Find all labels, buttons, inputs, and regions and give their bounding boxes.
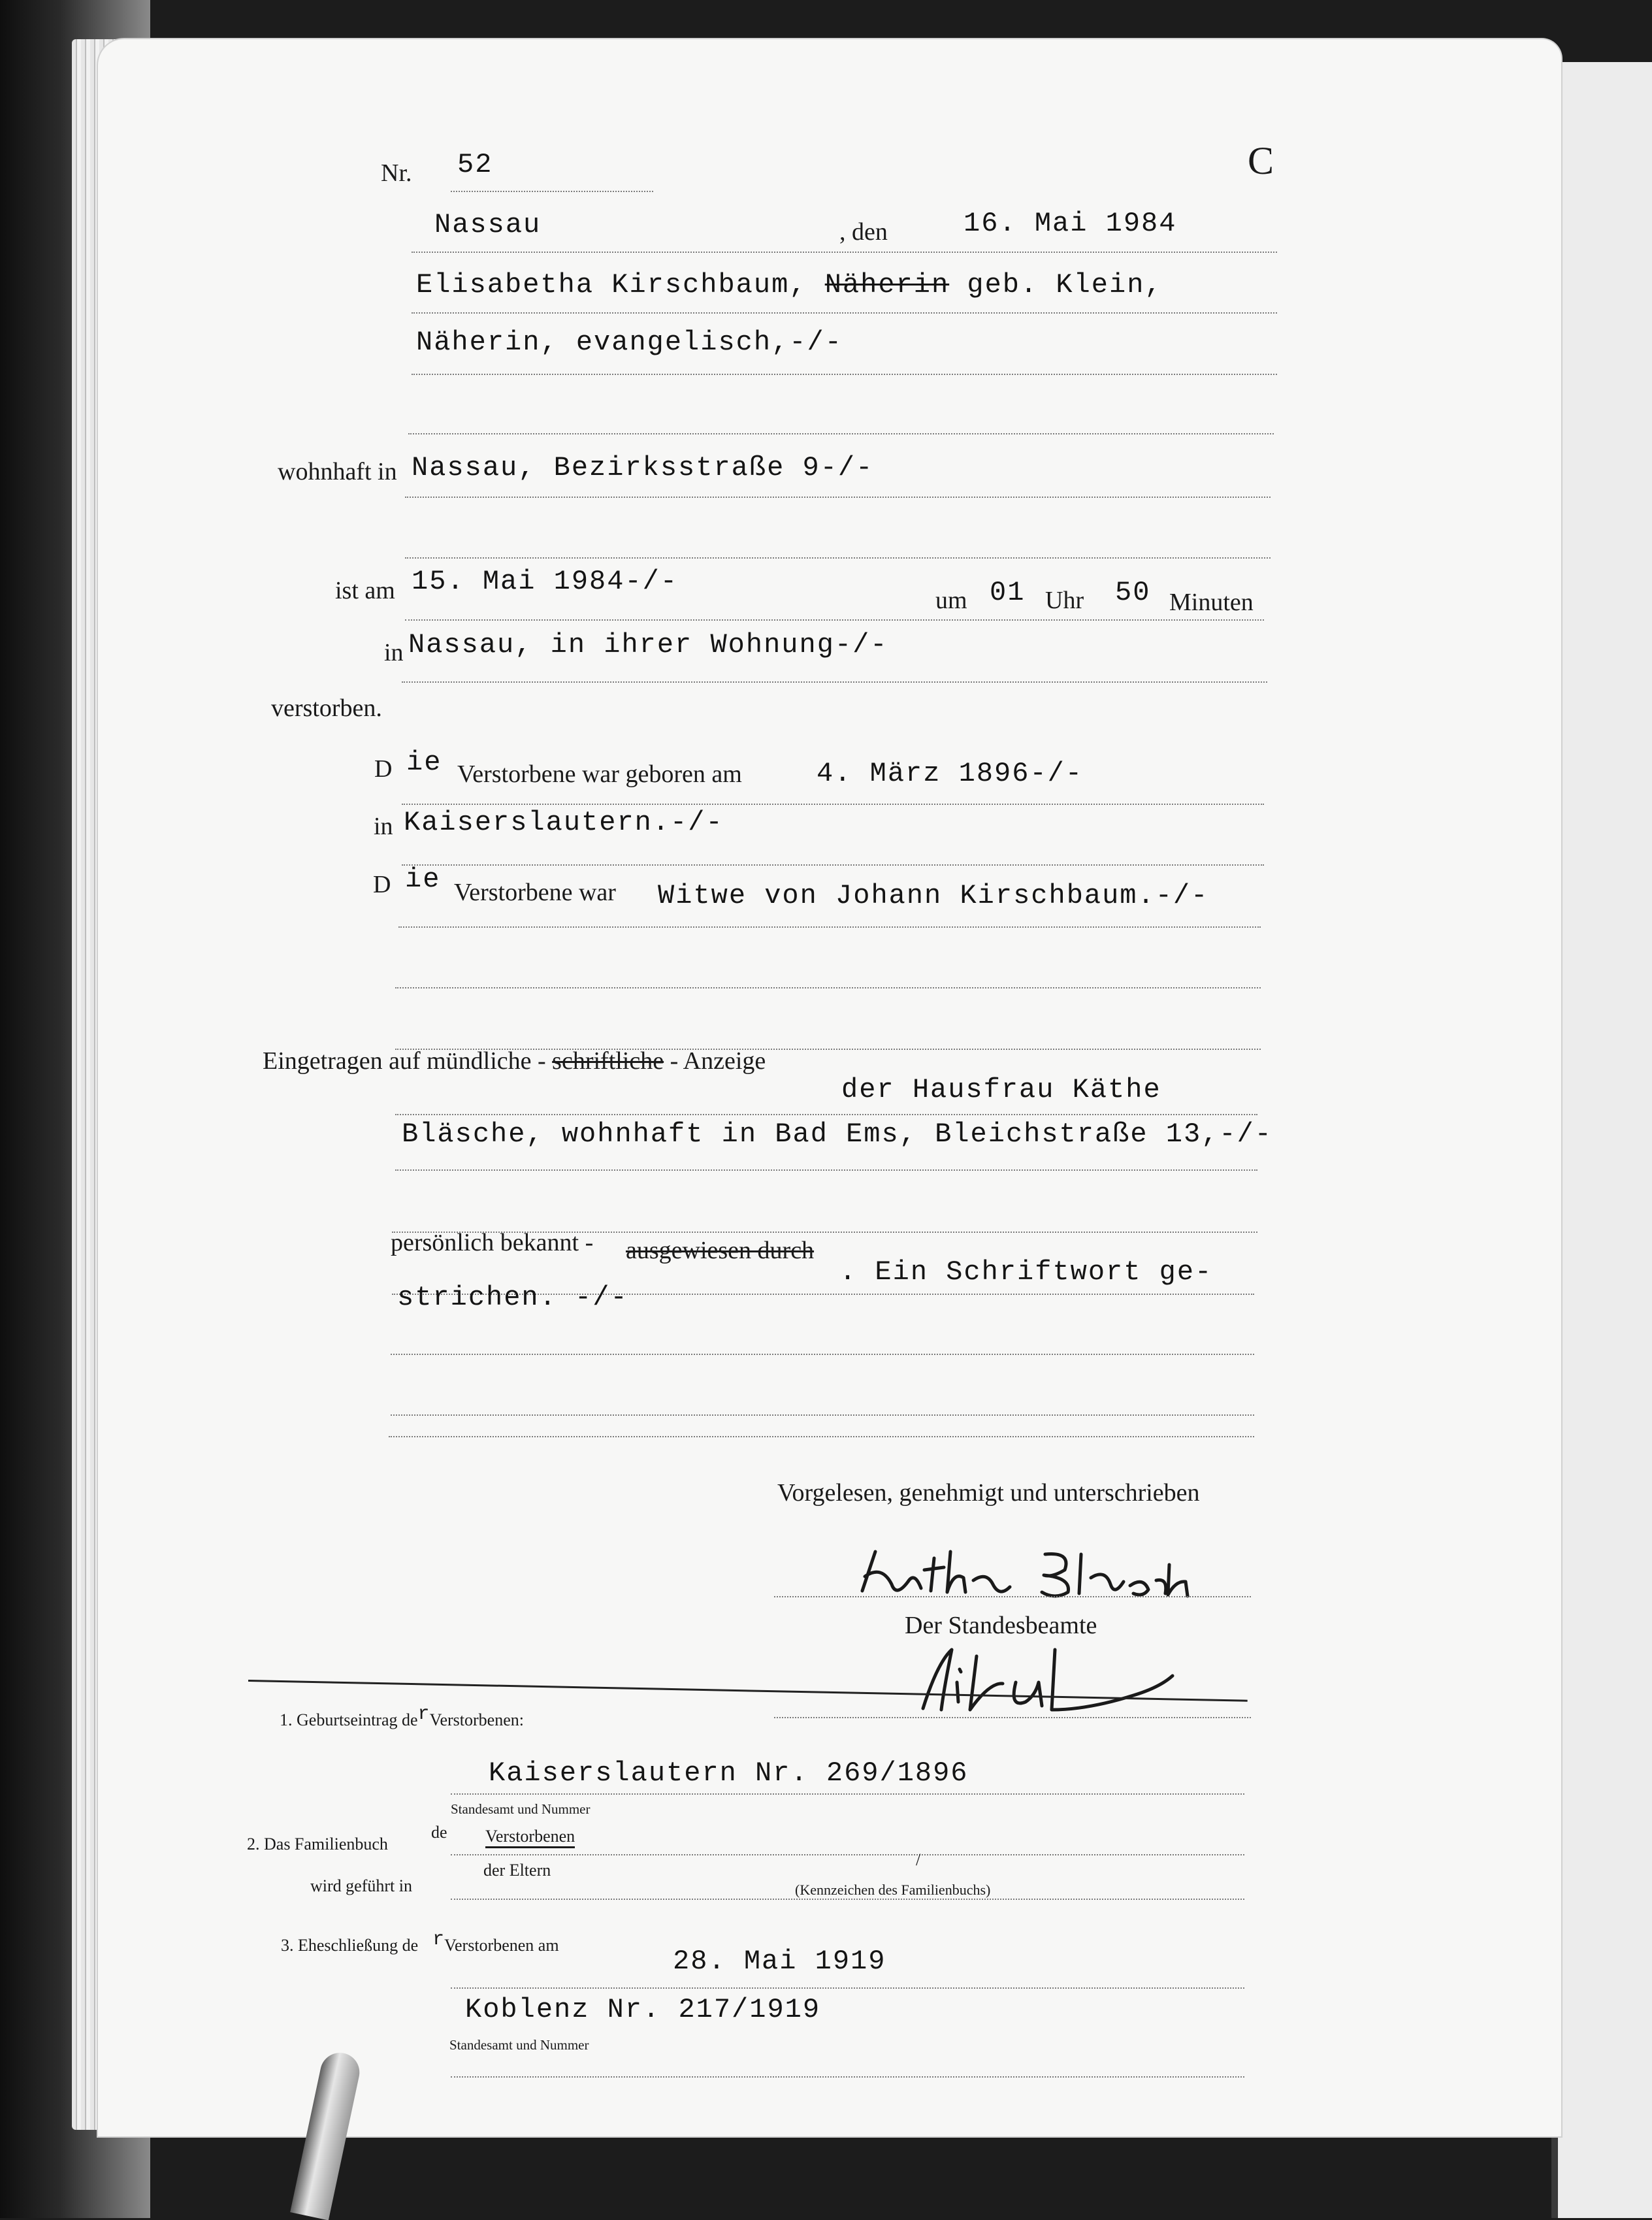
nr-line [451,191,653,192]
f1-caption: Standesamt und Nummer [451,1801,591,1817]
f3-label [281,1929,559,1957]
f3-line-2 [451,2076,1244,2078]
standesbeamte-label: Der Standesbeamte [905,1612,1097,1639]
f2-line-2 [451,1899,1244,1900]
status-value: Witwe von Johann Kirschbaum.-/- [658,880,1209,911]
signature-kaethe-blaesche [856,1539,1195,1617]
death-date: 15. Mai 1984-/- [412,566,679,597]
line-14 [395,1114,1257,1115]
line-21 [774,1596,1251,1597]
facing-page [1551,62,1652,2218]
report-label-a: Eingetragen auf mündliche - [263,1047,546,1075]
report-struck: schriftliche [552,1047,664,1075]
line-9 [402,804,1264,805]
birth-in-label: in [374,813,393,840]
f1-r: r [417,1703,430,1725]
f2-label: 2. Das Familienbuch [247,1835,388,1853]
f2-slash: / [916,1850,921,1869]
f2-line-1 [451,1854,1244,1855]
residence-value: Nassau, Bezirksstraße 9-/- [412,452,874,483]
status-label: Verstorbene war [454,879,616,906]
signature-standesbeamte [918,1637,1192,1728]
f1-value: Kaiserslautern Nr. 269/1896 [489,1757,969,1789]
report-label [263,1047,766,1075]
report-line-4: strichen. -/- [397,1282,628,1313]
death-place: Nassau, in ihrer Wohnung-/- [408,629,888,661]
entry-date: 16. Mai 1984 [964,208,1177,239]
report-line-3: . Ein Schriftwort ge- [839,1256,1213,1288]
nr-label: Nr. [381,159,412,187]
struck-word: Näherin [824,269,950,301]
uhr-label: Uhr [1045,587,1084,614]
status-ie: ie [405,864,441,895]
f1-line [451,1793,1244,1795]
line-7 [405,619,1264,621]
death-in-label: in [384,639,404,666]
report-line-1: der Hausfrau Käthe [841,1074,1161,1105]
f3-label-text: 3. Eheschließung de [281,1936,419,1955]
line-8 [402,681,1267,683]
f3-caption: Standesamt und Nummer [449,2037,589,2053]
line-20 [389,1436,1254,1437]
birth-place: Kaiserslautern.-/- [404,807,724,838]
person-details: Näherin, evangelisch,-/- [416,327,843,358]
f2-de: de [431,1823,447,1842]
person-name-text: Elisabetha Kirschbaum, [416,269,807,301]
line-5 [405,497,1271,498]
birth-label: Verstorbene war geboren am [457,760,742,788]
line-12 [395,987,1261,988]
f3-label-verstorbenen: Verstorbenen am [444,1936,559,1955]
line-22 [774,1717,1251,1718]
f2-eltern: der Eltern [483,1861,551,1880]
line-19 [391,1414,1254,1416]
line-18 [391,1354,1254,1355]
residence-label: wohnhaft in [278,458,397,485]
report-label-b: - Anzeige [670,1047,766,1075]
f3-r: r [432,1929,445,1951]
f1-label [280,1703,524,1732]
line-6 [405,557,1271,559]
um-label: um [935,587,967,614]
f2-caption: (Kennzeichen des Familienbuchs) [795,1882,991,1898]
ist-am-label: ist am [335,577,395,604]
maiden-name: geb. Klein, [967,269,1163,301]
f2-label-2: wird geführt in [310,1876,412,1895]
vorgelesen-label: Vorgelesen, genehmigt und unterschrieben [777,1479,1200,1507]
den-label: , den [839,218,888,246]
death-minute: 50 [1115,577,1151,608]
birth-ie: ie [406,747,442,778]
f3-date: 28. Mai 1919 [673,1946,886,1977]
f3-line-1 [451,1987,1244,1989]
line-15 [395,1169,1257,1171]
f2-verstorbenen: Verstorbenen [485,1827,575,1848]
line-1 [412,252,1277,253]
minuten-label: Minuten [1169,589,1254,616]
verstorben-label: verstorben. [271,694,382,722]
persoenlich-struck: ausgewiesen durch [626,1237,815,1264]
f3-value: Koblenz Nr. 217/1919 [465,1994,821,2025]
line-10 [402,864,1264,866]
person-name [416,269,1163,301]
line-4 [408,433,1274,434]
f1-label-text: 1. Geburtseintrag de [280,1710,418,1729]
register-code: C [1248,139,1274,182]
f1-label-verstorbenen: Verstorbenen: [429,1710,524,1729]
place-value: Nassau [434,209,542,240]
line-11 [398,926,1261,928]
line-3 [412,374,1277,375]
death-hour: 01 [990,577,1026,608]
persoenlich-label: persönlich bekannt - [391,1229,594,1256]
nr-value: 52 [457,149,493,180]
report-line-2: Bläsche, wohnhaft in Bad Ems, Bleichstraße 13,-/- [402,1118,1273,1150]
birth-date: 4. März 1896-/- [817,758,1084,789]
status-d-label: D [373,871,391,898]
line-2 [412,312,1277,314]
birth-d-label: D [374,755,393,783]
